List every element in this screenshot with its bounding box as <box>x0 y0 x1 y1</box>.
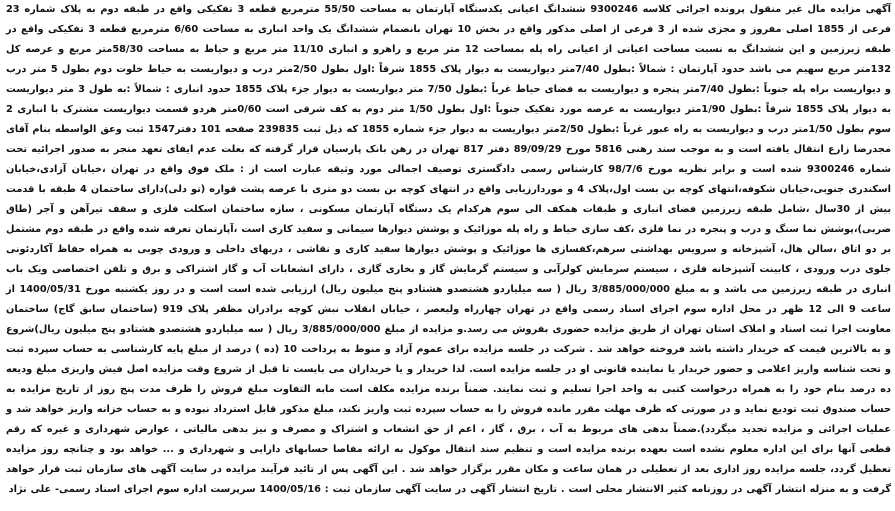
auction-notice-text: آگهی مزایده مال غیر منقول پرونده اجرائی کلاسه 9300246 ششدانگ اعیانی یکدستگاه آپارتمان به مساحت 55/50 مترمربع قطعه 3 تفکیکی واقع در طبقه دوم به پلاک شماره 23 فرعی از 1855 اصلی مفروز و مجزی شده از 3 فرعی از اصلی مذکور واقع در بخش 10 تهران بانضمام ششدانگ یک واحد انباری به مساحت 6/60 مترمربع قطعه 3 تفکیکی واقع در طبقه زیرزمین و این ششدانگ به نسبت مساحت اعیانی از اعیانی راه پله بمساحت 12 متر مربع و راهرو و انباری 11/10 متر مربع و حیاط به مساحت 58/30متر مربع و عرصه کل 132متر مربع سهیم می باشد حدود آپارتمان : شمالاً :بطول 7/40متر دیواریست به دیوار پلاک 1855 شرقاً :اول بطول 2/50متر درب و دیواریست به حیاط خلوت دوم بطول 5 متر درب و دیواریست براه پله جنوباً :بطول 7/40متر پنجره و دیواریست به فضای حیاط غرباً :بطول 7/50 متر دیواریست به دیوار جزء پلاک 1855 حدود انباری : شمالاً :به طول 3 متر دیواریست به دیوار پلاک 1855 شرقاً :بطول 1/90متر دیواریست به عرصه مورد تفکیک جنوباً :اول بطول 1/50 متر دوم به کف شرقی است 0/60متر هردو قسمت دیواریست مشترک با انباری 2 سوم بطول 1/50متر درب و دیواریست به راه عبور غرباً :بطول 2/50متر دیواریست به دیوار جزء شماره 1855 که ذیل ثبت 239835 صفحه 101 دفتر1547 ثبت وعق الواسطه بنام آقای مجدرضا زارع انتقال یافته است و به موجب سند رهنی 5816 مورخ 89/09/29 دفتر 817 تهران در رهن بانک پارسیان قرار گرفته که بعلت عدم ایفای تعهد منجر به صدور اجرائیه تحت شماره 9300246 شده است و برابر نظریه مورخ 98/7/6 کارشناس رسمی دادگستری توصیف اجمالی مورد وثیقه عبارت است از : ملک فوق واقع در تهران ،خیابان آزادی،خیابان اسکندری جنوبی،خیابان شکوفه،انتهای کوچه بن بست اول،پلاک 4 و موردارزیابی واقع در انتهای کوچه بن بست دو متری با عرصه پشت قواره (تو دلی)دارای ساختمان 4 طبقه با قدمت بیش از 30سال ،شامل طبقه زیرزمین فضای انباری و طبقات همکف الی سوم هرکدام یک دستگاه آپارتمان مسکونی ، سازه ساختمان اسکلت فلزی و سقف تیرآهن و آجر (طاق ضربی)،پوشش نما سنگ و درب و پنجره در نما فلزی ،کف سازی حیاط و راه پله موزائیک و پوشش دیوارها سیمانی و سفید کاری است ،آپارتمان تعرفه شده واقع در طبقه دوم مشتمل بر دو اتاق ،سالن هال، آشپزخانه و سرویس بهداشتی سرهم،کفسازی ها موزائیک و پوشش دیوارها سفید کاری و نقاشی ، دربهای داخلی و ورودی چوبی به همراه حفاظ آکاردئونی جلوی درب ورودی ، کابینت آشپزخانه فلزی ، سیستم سرمایش کولرآبی و سیستم گرمایش گاز و بخاری گازی ، دارای انشعابات آب و گاز اشتراکی و برق و تلفن اختصاصی ویک باب انباری در طبقه زیرزمین می باشد و به مبلغ 3/885/000/000 ریال ( سه میلیاردو هشتصدو هشتادو پنج میلیون ریال) ارزیابی شده است است و در روز یکشنبه مورخ 1400/05/31 از ساعت 9 الی 12 ظهر در محل اداره سوم اجرای اسناد رسمی واقع در تهران چهارراه ولیعصر ، خیابان انقلاب نبش کوچه برادران مظفر پلاک 919 (ساختمان سابق گاج) ساختمان معاونت اجرا ثبت اسناد و املاک استان تهران از طریق مزایده حضوری بفروش می رسد.و مزایده از مبلغ 3/885/000/000 ریال ( سه میلیاردو هشتصدو هشتادو پنج میلیون ریال)شروع و به بالاترین قیمت که خریدار داشته باشد فروخته خواهد شد . شرکت در جلسه مزایده برای عموم آزاد و منوط به پرداخت 10 (ده ) درصد از مبلغ پایه کارشناسی به حساب سپرده ثبت و تحت شناسه واریز اعلامی و حضور خریدار یا نماینده قانونی او در جلسه مزایده است. لذا خریدار و یا خریداران می بایست تا قبل از شروع وقت مزایده اصل فیش واریزی مبلغ ودیعه ده درصد بنام خود را به همراه درخواست کتبی به واحد اجرا تسلیم و ثبت نمایند. ضمناً برنده مزایده مکلف است مابه التفاوت مبلغ فروش را ظرف مدت پنج روز از تاریخ مزایده به حساب صندوق ثبت تودیع نماید و در صورتی که ظرف مهلت مقرر مانده فروش را به حساب سپرده ثبت واریز نکند، مبلغ مذکور قابل استرداد نبوده و به حساب خزانه واریز خواهد شد و عملیات اجرائی و مزایده تجدید میگردد).ضمناً بدهی های مربوط به آب ، برق ، گاز ، اعم از حق انشعاب و اشتراک و مصرف و نیز بدهی مالیاتی ، عوارض شهرداری و غیره که رقم قطعی آنها برای این اداره معلوم نشده است بعهده برنده مزایده است و تنظیم سند انتقال موکول به ارائه مفاصا حسابهای دارایی و شهرداری و ... خواهد بود و چنانچه روز مزایده تعطیل گردد، جلسه مزایده روز اداری بعد از تعطیلی در همان ساعت و مکان مقرر برگزار خواهد شد . این آگهی پس از تائید فرآیند مزایده در سایت آگهی های سازمان ثبت قرار خواهد گرفت و به منزله انتشار آگهی در روزنامه کثیر الانتشار محلی است . تاریخ انتشار آگهی در سایت آگهی سازمان ثبت : 1400/05/16 سرپرست اداره سوم اجرای اسناد رسمی- علی نژاد <box>6 4 892 495</box>
